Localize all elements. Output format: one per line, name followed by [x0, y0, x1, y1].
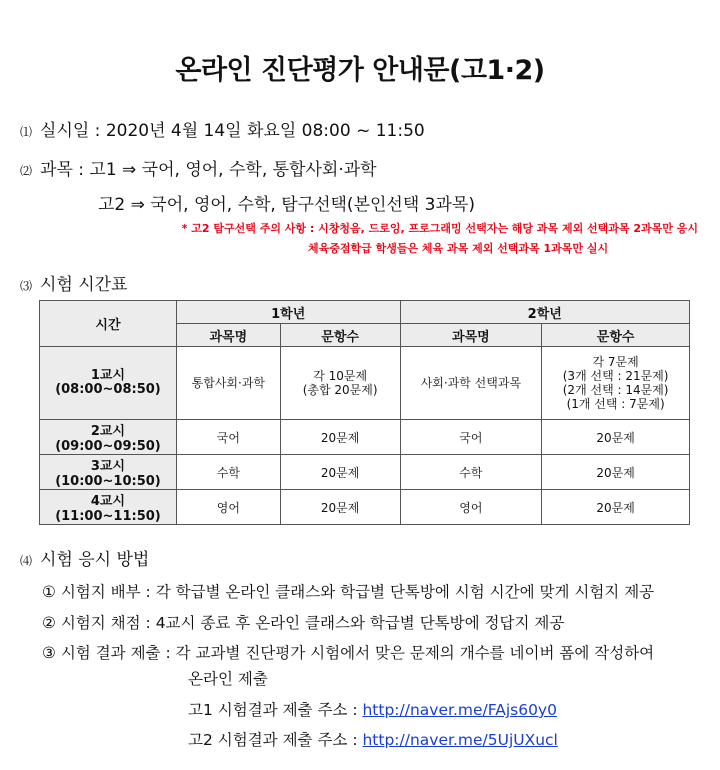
subjects-g1-text: 과목 : 고1 ⇒ 국어, 영어, 수학, 통합사회·과학: [40, 160, 377, 180]
method-heading: [20, 545, 149, 570]
table-row: [40, 490, 690, 525]
section-number: ⑴: [20, 125, 33, 139]
schedule-heading-text: 시험 시간표: [40, 275, 128, 295]
period-time: 2교시(09:00~09:50): [40, 420, 177, 455]
g1-count: [280, 347, 400, 420]
table-row: [40, 347, 690, 420]
table-header-row: [40, 301, 690, 324]
section-number: ⑷: [20, 554, 33, 568]
g2-count-line: (2개 선택 : 14문제): [562, 383, 669, 397]
header-g1-subject: 과목명: [176, 324, 280, 347]
submit-g2-link[interactable]: http://naver.me/5UjUXucl: [362, 731, 558, 749]
header-grade2: 2학년: [400, 301, 689, 324]
method-item-1: ① 시험지 배부 : 각 학급별 온라인 클래스와 학급별 단톡방에 시험 시간에 맞게 시험지 제공: [42, 583, 655, 601]
header-grade1: 1학년: [176, 301, 400, 324]
g2-count: [542, 347, 690, 420]
note-line-2: 체육중점학급 학생들은 체육 과목 제외 선택과목 1과목만 실시: [308, 242, 609, 255]
exam-date-line: [20, 116, 425, 141]
schedule-table: [39, 300, 690, 525]
header-time: 시간: [40, 301, 177, 347]
g1-count: 20문제: [280, 455, 400, 490]
g2-subject: 국어: [400, 420, 542, 455]
header-g1-count: 문항수: [280, 324, 400, 347]
period-time: 1교시(08:00~08:50): [40, 347, 177, 420]
period-time: 3교시(10:00~10:50): [40, 455, 177, 490]
exam-date-text: 실시일 : 2020년 4월 14일 화요일 08:00 ~ 11:50: [40, 121, 425, 141]
submit-g1-line: [188, 698, 557, 720]
g2-count-line: (3개 선택 : 21문제): [562, 369, 669, 383]
g1-count: 20문제: [280, 420, 400, 455]
submit-g2-line: [188, 728, 558, 750]
g2-count: 20문제: [542, 420, 690, 455]
g1-subject: 수학: [176, 455, 280, 490]
table-row: [40, 455, 690, 490]
g2-count-line: (1개 선택 : 7문제): [566, 397, 665, 411]
header-g2-count: 문항수: [542, 324, 690, 347]
g2-subject: 영어: [400, 490, 542, 525]
submit-g1-link[interactable]: http://naver.me/FAjs60y0: [362, 701, 557, 719]
g2-count: 20문제: [542, 455, 690, 490]
page-title: 온라인 진단평가 안내문(고1·2): [175, 55, 545, 86]
section-number: ⑶: [20, 279, 33, 293]
header-g2-subject: 과목명: [400, 324, 542, 347]
note-line-1: * 고2 탐구선택 주의 사항 : 시창청음, 드로잉, 프로그래밍 선택자는 해당 과목 제외 선택과목 2과목만 응시: [181, 222, 698, 235]
g2-count-line: 각 7문제: [592, 355, 639, 369]
g1-count: 20문제: [280, 490, 400, 525]
g1-count-line: (총합 20문제): [302, 383, 378, 397]
section-number: ⑵: [20, 164, 33, 178]
method-item-3: ③ 시험 결과 제출 : 각 교과별 진단평가 시험에서 맞은 문제의 개수를 네이버 폼에 작성하여: [42, 644, 655, 662]
g2-subject: 수학: [400, 455, 542, 490]
method-item-2: ② 시험지 채점 : 4교시 종료 후 온라인 클래스와 학급별 단톡방에 정답지 제공: [42, 614, 565, 632]
submit-g1-label: 고1 시험결과 제출 주소 :: [188, 701, 363, 719]
subjects-g2-text: 고2 ⇒ 국어, 영어, 수학, 탐구선택(본인선택 3과목): [98, 195, 475, 215]
table-row: [40, 420, 690, 455]
g2-subject: 사회·과학 선택과목: [400, 347, 542, 420]
g2-count: 20문제: [542, 490, 690, 525]
g1-subject: 영어: [176, 490, 280, 525]
subjects-line-g1: [20, 155, 377, 180]
submit-g2-label: 고2 시험결과 제출 주소 :: [188, 731, 363, 749]
g1-subject: 국어: [176, 420, 280, 455]
method-heading-text: 시험 응시 방법: [40, 550, 150, 570]
g1-subject: 통합사회·과학: [176, 347, 280, 420]
method-item-3-cont: 온라인 제출: [188, 670, 268, 688]
g1-count-line: 각 10문제: [313, 369, 368, 383]
schedule-heading: [20, 270, 128, 295]
period-time: 4교시(11:00~11:50): [40, 490, 177, 525]
